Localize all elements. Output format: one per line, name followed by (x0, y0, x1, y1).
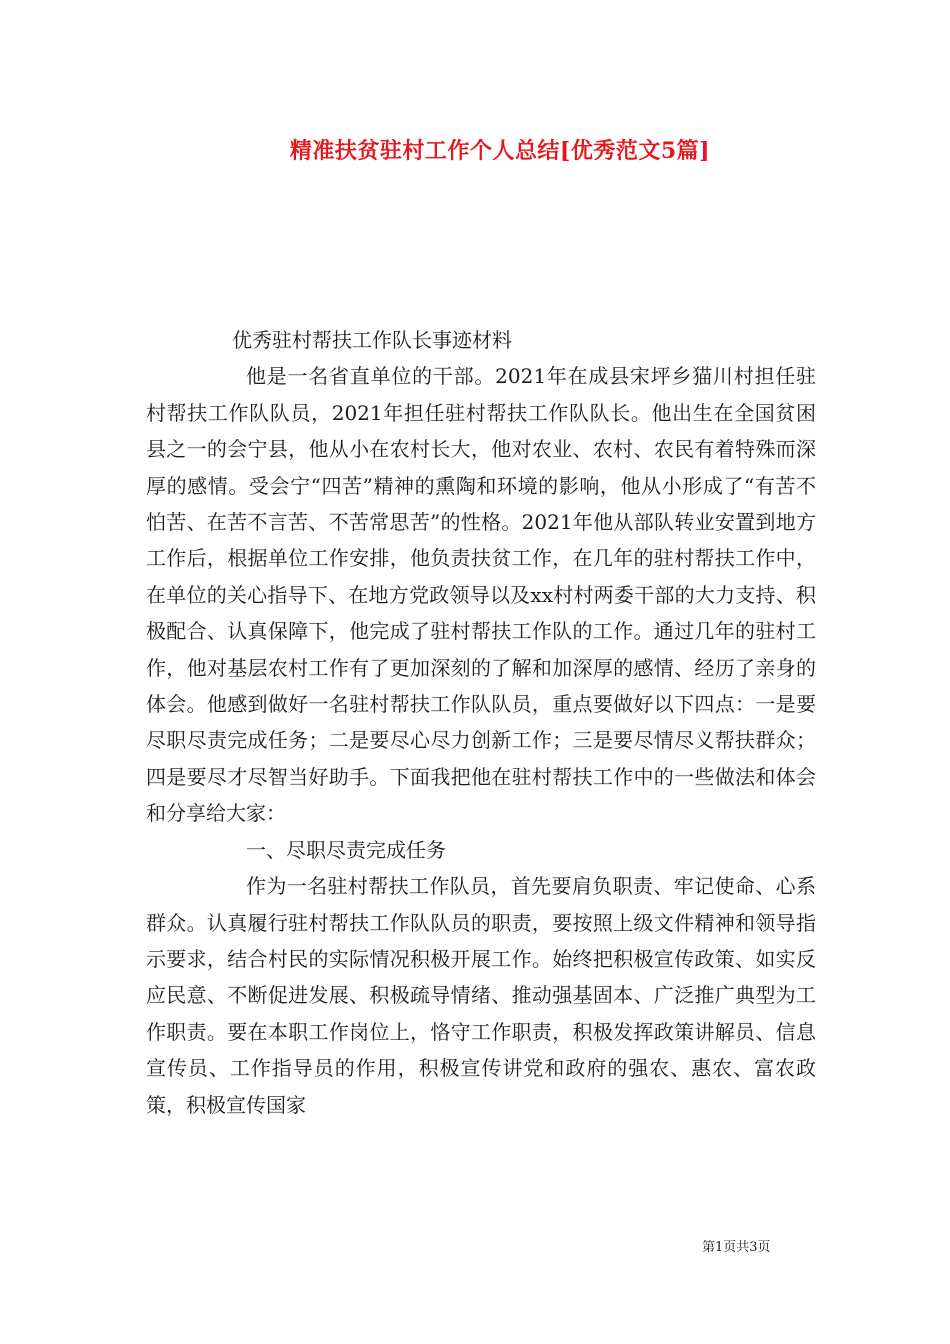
document-body (146, 322, 816, 1123)
page-number: 第1页共3页 (702, 1240, 771, 1255)
document-title: 精准扶贫驻村工作个人总结[优秀范文5篇] (289, 138, 711, 164)
paragraph-section-one: 作为一名驻村帮扶工作队员，首先要肩负职责、牢记使命、心系群众。认真履行驻村帮扶工作队队员的职责，要按照上级文件精神和领导指示要求，结合村民的实际情况积极开展工作。始终把积极宣传政策、如实反应民意、不断促进发展、积极疏导情绪、推动强基固本、广泛推广典型为工作职责。要在本职工作岗位上，恪守工作职责，积极发挥政策讲解员、信息宣传员、工作指导员的作用，积极宣传讲党和政府的强农、惠农、富农政策，积极宣传国家 (146, 874, 816, 1117)
paragraph-intro: 他是一名省直单位的干部。2021年在成县宋坪乡猫川村担任驻村帮扶工作队队员，2021年担任驻村帮扶工作队队长。他出生在全国贫困县之一的会宁县，他从小在农村长大，他对农业、农村、农民有着特殊而深厚的感情。受会宁“四苦”精神的熏陶和环境的影响，他从小形成了“有苦不怕苦、在苦不言苦、不苦常思苦”的性格。2021年他从部队转业安置到地方工作后，根据单位工作安排，他负责扶贫工作，在几年的驻村帮扶工作中，在单位的关心指导下、在地方党政领导以及xx村村两委干部的大力支持、积极配合、认真保障下，他完成了驻村帮扶工作队的工作。通过几年的驻村工作，他对基层农村工作有了更加深刻的了解和加深厚的感情、经历了亲身的体会。他感到做好一名驻村帮扶工作队队员，重点要做好以下四点：一是要尽职尽责完成任务；二是要尽心尽力创新工作；三是要尽情尽义帮扶群众；四是要尽才尽智当好助手。下面我把他在驻村帮扶工作中的一些做法和体会和分享给大家： (146, 364, 816, 826)
document-subtitle: 优秀驻村帮扶工作队长事迹材料 (232, 328, 512, 352)
section-heading: 一、尽职尽责完成任务 (246, 837, 446, 862)
